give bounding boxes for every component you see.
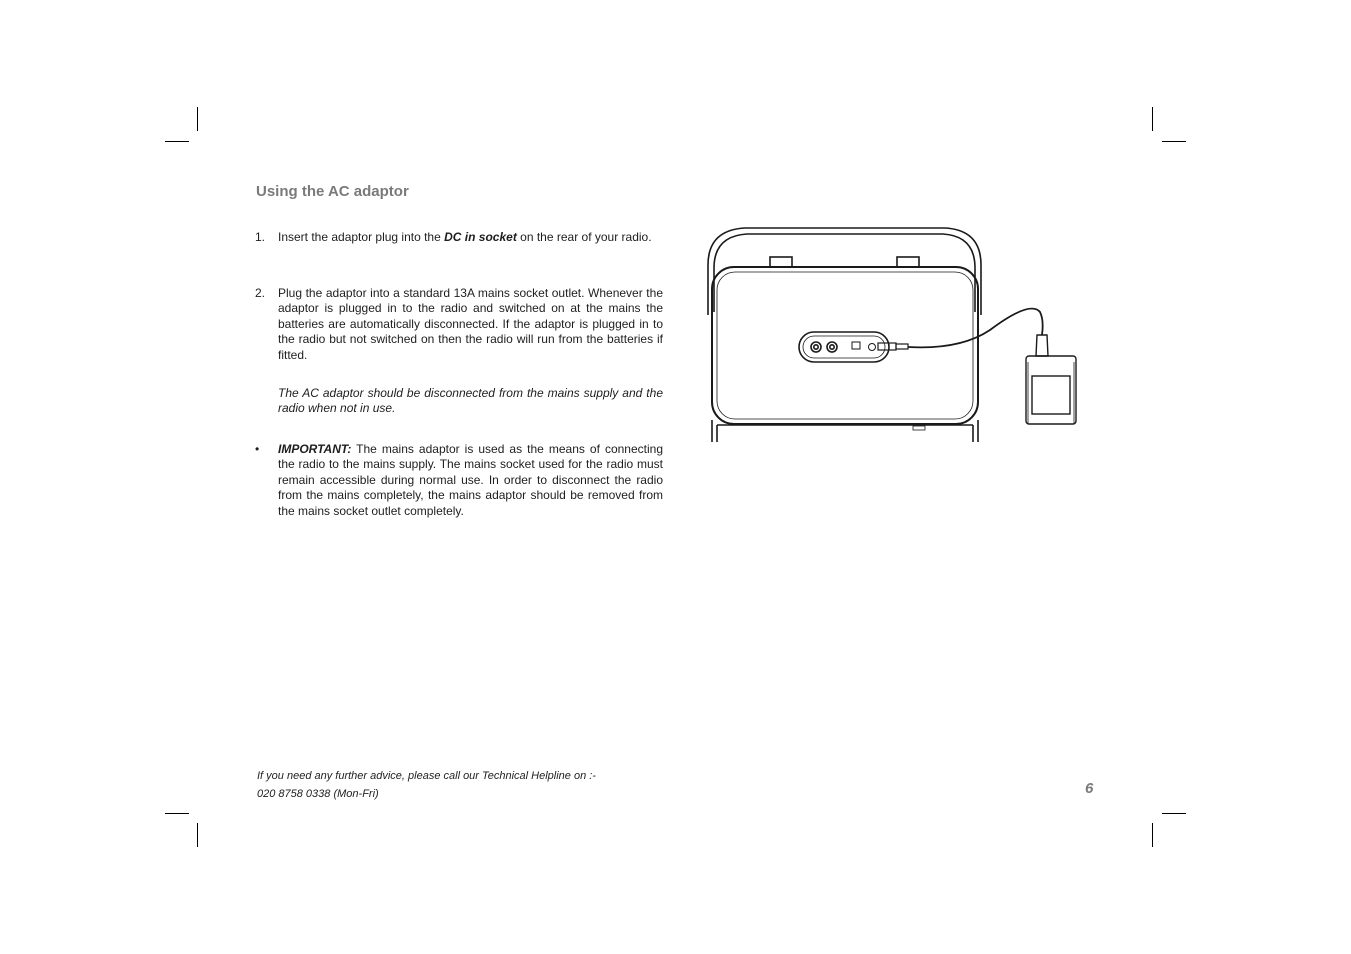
- bullet: •: [255, 442, 260, 456]
- crop-mark: [1152, 107, 1153, 131]
- step-number: 1.: [255, 230, 266, 244]
- crop-mark: [165, 141, 189, 142]
- helpline-text: If you need any further advice, please call our Technical Helpline on :-: [257, 770, 596, 782]
- crop-mark: [1152, 823, 1153, 847]
- helpline-number: 020 8758 0338 (Mon-Fri): [257, 788, 379, 800]
- page-number: 6: [1085, 780, 1094, 797]
- dc-in-socket-label: DC in socket: [444, 230, 517, 244]
- crop-mark: [197, 823, 198, 847]
- crop-mark: [1162, 813, 1186, 814]
- crop-mark: [1162, 141, 1186, 142]
- crop-mark: [197, 107, 198, 131]
- step-2-text: Plug the adaptor into a standard 13A mains socket outlet. Whenever the adaptor is plugged in to the radio and switched on at the mains the batteries are automatically disconnected. If the adaptor is plugged in to the radio but not switched on then the radio will run from the batteries if fitted.: [278, 286, 663, 362]
- crop-mark: [165, 813, 189, 814]
- step-1-text: Insert the adaptor plug into the DC in socket on the rear of your radio.: [278, 230, 652, 244]
- important-label: IMPORTANT:: [278, 442, 352, 456]
- disconnect-note: The AC adaptor should be disconnected from the mains supply and the radio when not in use.: [278, 386, 663, 416]
- step-number: 2.: [255, 286, 266, 300]
- important-text: IMPORTANT: The mains adaptor is used as the means of connecting the radio to the mains supply. The mains socket used for the radio must remain accessible during normal use. In order to disconnect the radio from the mains completely, the mains adaptor should be removed from the mains socket outlet completely.: [278, 442, 663, 518]
- radio-adaptor-illustration: [700, 220, 1090, 450]
- section-title: Using the AC adaptor: [256, 183, 409, 200]
